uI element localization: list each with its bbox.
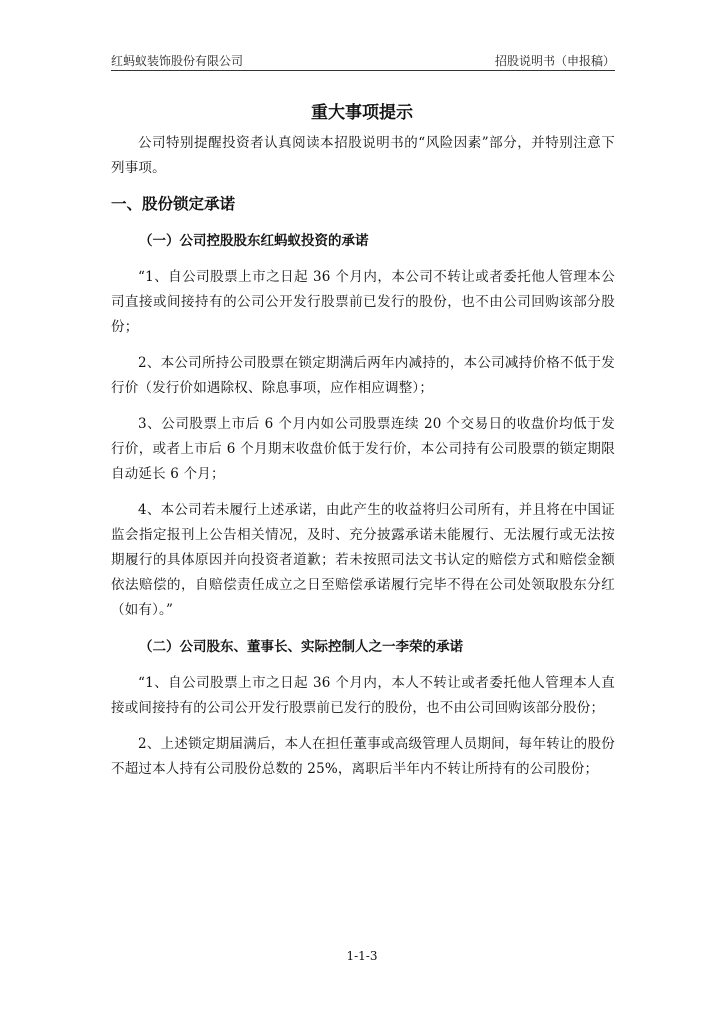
commitment-paragraph: “1、自公司股票上市之日起 36 个月内，本人不转让或者委托他人管理本人直接或间接持有的公司公开发行股票前已发行的股份，也不由公司回购该部分股份； (111, 675, 615, 716)
subsection-heading-controlling-shareholder: （一）公司控股股东红蚂蚁投资的承诺 (139, 233, 369, 249)
commitment-paragraph: 4、本公司若未履行上述承诺，由此产生的收益将归公司所有，并且将在中国证监会指定报刊上公告相关情况，及时、充分披露承诺未能履行、无法履行或无法按期履行的具体原因并向投资者道歉；若未按照司法文书认定的赔偿方式和赔偿金额依法赔偿的，自赔偿责任成立之日至赔偿承诺履行完毕不得在公司处领取股东分红（如有）。” (111, 502, 615, 618)
commitment-paragraph: 3、公司股票上市后 6 个月内如公司股票连续 20 个交易日的收盘价均低于发行价，或者上市后 6 个月期末收盘价低于发行价，本公司持有公司股票的锁定期限自动延长 6 个月； (111, 416, 615, 482)
page-header (111, 52, 615, 69)
header-divider (111, 70, 615, 71)
intro-paragraph: 公司特别提醒投资者认真阅读本招股说明书的“风险因素”部分，并特别注意下列事项。 (111, 135, 615, 176)
commitment-paragraph: “1、自公司股票上市之日起 36 个月内，本公司不转让或者委托他人管理本公司直接或间接持有的公司公开发行股票前已发行的股份，也不由公司回购该部分股份； (111, 269, 615, 335)
subsection-heading-chairman: （二）公司股东、董事长、实际控制人之一李荣的承诺 (139, 639, 463, 655)
commitment-paragraph: 2、上述锁定期届满后，本人在担任董事或高级管理人员期间，每年转让的股份不超过本人持有公司股份总数的 25%，离职后半年内不转让所持有的公司股份； (111, 736, 615, 777)
header-document-type: 招股说明书（申报稿） (494, 54, 615, 68)
page-number: 1-1-3 (346, 949, 378, 963)
page-title: 重大事项提示 (311, 103, 413, 123)
document-body (111, 131, 615, 793)
commitment-paragraph: 2、本公司所持公司股票在锁定期满后两年内减持的，本公司减持价格不低于发行价（发行价如遇除权、除息事项，应作相应调整）； (111, 355, 615, 396)
section-heading-share-lockup: 一、股份锁定承诺 (111, 195, 236, 213)
header-company-name: 红蚂蚁装饰股份有限公司 (111, 54, 244, 68)
